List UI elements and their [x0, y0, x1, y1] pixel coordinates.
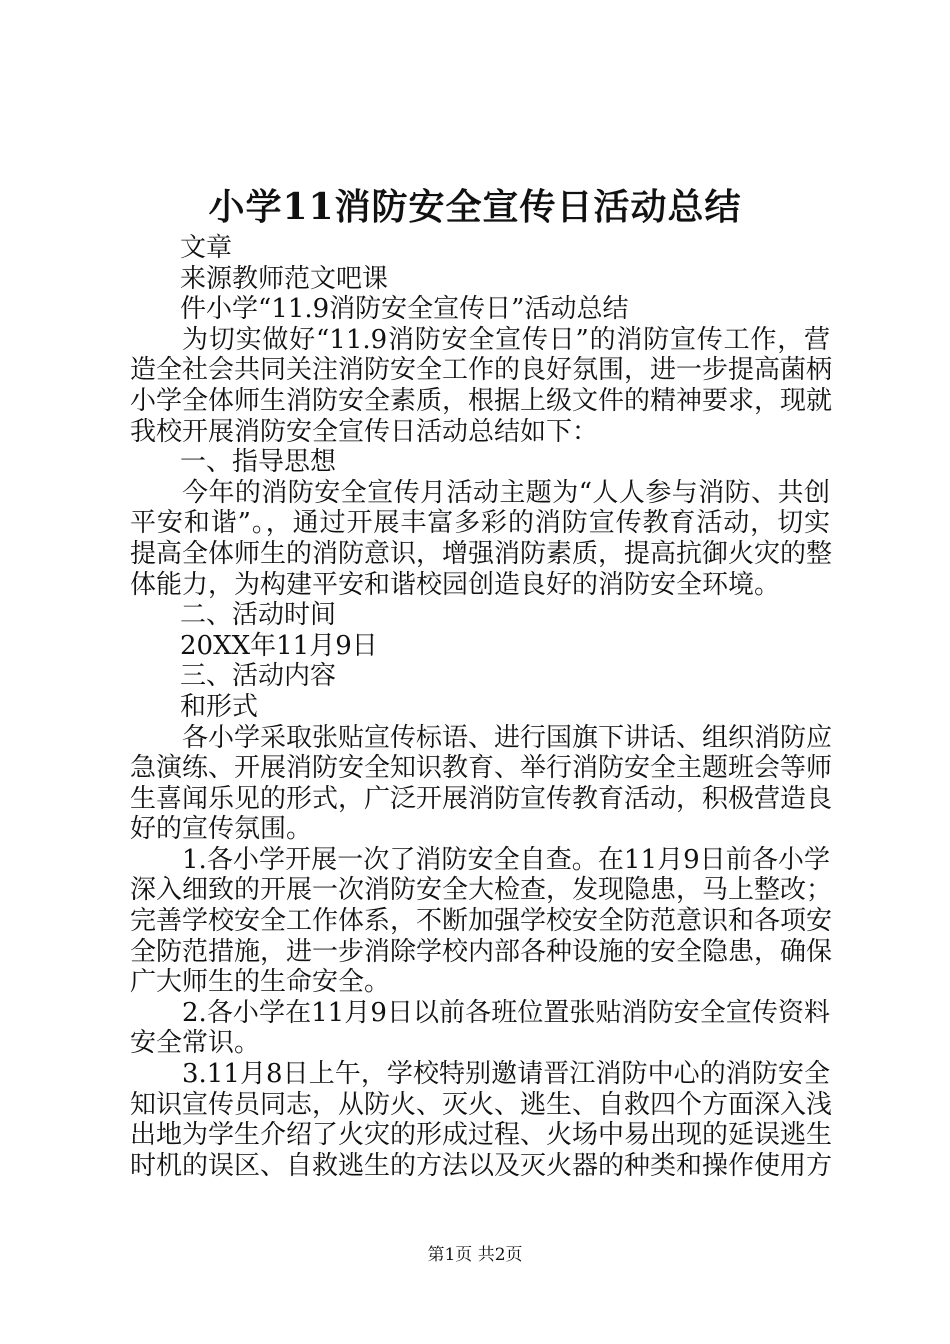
text-line: 二、活动时间	[180, 600, 337, 631]
text-line: 急演练、开展消防安全知识教育、举行消防安全主题班会等师	[130, 753, 833, 784]
text-line: 和形式	[180, 691, 259, 722]
text-line: 造全社会共同关注消防安全工作的良好氛围，进一步提高菌柄	[130, 355, 833, 386]
text-line: 广大师生的生命安全。	[130, 967, 391, 998]
text-line: 文章	[180, 233, 233, 263]
text-line: 平安和谐”。，通过开展丰富多彩的消防宣传教育活动，切实	[130, 508, 830, 539]
text-line: 20XX年11月9日	[180, 630, 378, 661]
text-line: 安全常识。	[130, 1028, 261, 1059]
text-line: 深入细致的开展一次消防安全大检查，发现隐患，马上整改；	[130, 875, 833, 906]
text-line: 完善学校安全工作体系，不断加强学校安全防范意识和各项安	[130, 906, 833, 937]
text-line: 出地为学生介绍了火灾的形成过程、火场中易出现的延误逃生	[130, 1120, 833, 1151]
document-title: 小学11消防安全宣传日活动总结	[208, 186, 742, 228]
text-line: 时机的误区、自救逃生的方法以及灭火器的种类和操作使用方	[130, 1150, 833, 1181]
text-line: 1.各小学开展一次了消防安全自查。在11月9日前各小学	[182, 844, 830, 875]
text-line: 体能力，为构建平安和谐校园创造良好的消防安全环境。	[130, 569, 781, 600]
text-line: 三、活动内容	[180, 661, 337, 692]
text-line: 小学全体师生消防安全素质，根据上级文件的精神要求，现就	[130, 385, 833, 416]
text-line: 为切实做好“11.9消防安全宣传日”的消防宣传工作，营	[182, 324, 830, 355]
text-line: 3.11月8日上午，学校特别邀请晋江消防中心的消防安全	[182, 1059, 830, 1090]
text-line: 生喜闻乐见的形式，广泛开展消防宣传教育活动，积极营造良	[130, 783, 833, 814]
text-line: 件小学“11.9消防安全宣传日”活动总结	[180, 294, 629, 325]
text-line: 知识宣传员同志，从防火、灭火、逃生、自救四个方面深入浅	[130, 1089, 833, 1120]
text-line: 一、指导思想	[180, 447, 337, 478]
page-footer: 第1页 共2页	[427, 1245, 523, 1265]
text-line: 来源教师范文吧课	[180, 263, 389, 294]
text-line: 今年的消防安全宣传月活动主题为“人人参与消防、共创	[182, 477, 830, 508]
document-body	[130, 233, 833, 1181]
text-line: 我校开展消防安全宣传日活动总结如下：	[130, 416, 599, 447]
text-line: 全防范措施，进一步消除学校内部各种设施的安全隐患，确保	[130, 936, 833, 967]
text-line: 好的宣传氛围。	[130, 814, 313, 845]
text-line: 各小学采取张贴宣传标语、进行国旗下讲话、组织消防应	[182, 722, 833, 753]
text-line: 2.各小学在11月9日以前各班位置张贴消防安全宣传资料	[182, 997, 830, 1028]
text-line: 提高全体师生的消防意识，增强消防素质，提高抗御火灾的整	[130, 538, 833, 569]
